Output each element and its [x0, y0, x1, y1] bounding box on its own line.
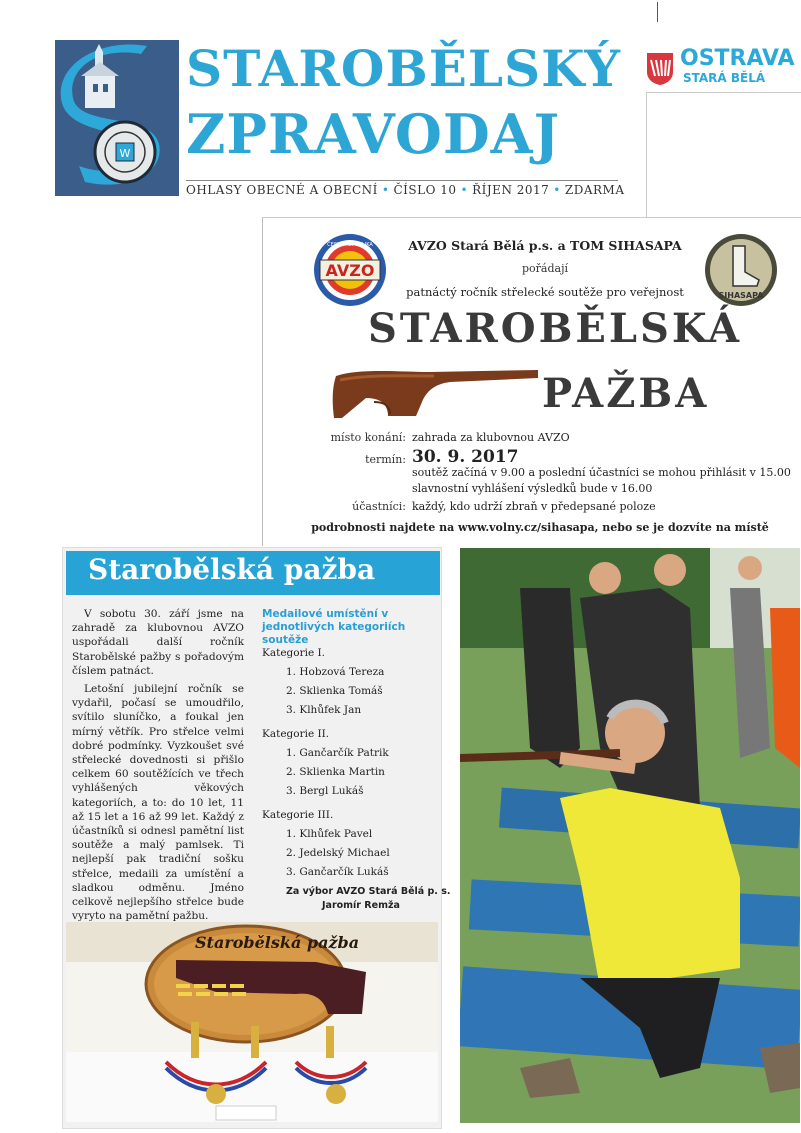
article-paragraph: V sobotu 30. září jsme na zahradě za klubovnou AVZO uspořádali další ročník Starobělské pažby s pořadovým číslem patnáct. [72, 608, 244, 677]
avzo-ring-text: ČESKÁ REPUBLIKA [327, 242, 373, 248]
poster-title-line1: STAROBĚLSKÁ [368, 305, 743, 352]
masthead-date: ŘÍJEN 2017 [472, 183, 550, 197]
results-heading: Medailové umístění v jednotlivých kategoriích soutěže [262, 608, 406, 646]
article-heading: Starobělská pažba [88, 553, 376, 586]
result-item: 1. Gančarčík Patrik [286, 747, 389, 759]
ostrava-shield-icon [646, 52, 674, 90]
poster-termin-line1: soutěž začíná v 9.00 a poslední účastníci se mohou přihlásit v 15.00 [412, 466, 791, 479]
result-item: 2. Sklienka Tomáš [286, 685, 383, 697]
poster-termin-label: termín: [365, 453, 406, 466]
masthead-issue: ČÍSLO 10 [393, 183, 457, 197]
avzo-logo [312, 232, 388, 312]
rifle-stock-image [330, 358, 540, 424]
result-item: 3. Gančarčík Lukáš [286, 866, 389, 878]
category-heading: Kategorie III. [262, 809, 334, 821]
pasted-blank-paper [646, 92, 801, 220]
poster-misto-label: místo konání: [330, 431, 406, 444]
poster-title-line2: PAŽBA [542, 370, 710, 417]
masthead-subline: OHLASY OBECNÉ A OBECNÍ • ČÍSLO 10 • ŘÍJEN 2017 • ZDARMA [186, 180, 618, 197]
result-item: 1. Hobzová Tereza [286, 666, 385, 678]
masthead-subtitle: OHLASY OBECNÉ A OBECNÍ [186, 183, 378, 197]
poster-footer: podrobnosti najdete na www.volny.cz/sihasapa, nebo se je dozvíte na místě [311, 521, 769, 534]
signature-name: Jaromír Remža [322, 900, 400, 911]
result-item: 3. Bergl Lukáš [286, 785, 364, 797]
result-item: 3. Klhůfek Jan [286, 704, 362, 716]
sihasapa-logo [703, 232, 779, 312]
trophy-label: Starobělská pažba [195, 933, 360, 952]
signature-organization: Za výbor AVZO Stará Bělá p. s. [286, 886, 451, 897]
category-heading: Kategorie I. [262, 647, 325, 659]
category-heading: Kategorie II. [262, 728, 330, 740]
poster-poradaji: pořádají [521, 262, 568, 275]
city-name: OSTRAVA [680, 46, 795, 71]
masthead-price: ZDARMA [564, 183, 625, 197]
poster-ucastnici-value: každý, kdo udrží zbraň v předepsané poloze [412, 500, 656, 513]
masthead-title-line1: STAROBĚLSKÝ [186, 39, 621, 98]
poster-termin-date: 30. 9. 2017 [412, 447, 519, 467]
trophy-photo [66, 922, 438, 1122]
district-name: STARÁ BĚLÁ [683, 71, 766, 85]
result-item: 1. Klhůfek Pavel [286, 828, 373, 840]
sihasapa-logo-text: SIHASAPA [718, 291, 764, 300]
masthead-title-line2: ZPRAVODAJ [186, 102, 561, 166]
scan-corner-mark [657, 2, 658, 22]
poster-termin-line2: slavnostní vyhlášení výsledků bude v 16.00 [412, 482, 653, 495]
article-paragraph: Letošní jubilejní ročník se vydařil, počasí se umoudřilo, svítilo sluníčko, a foukal jen mírný větřík. Pro střelce velmi dobré podmínky. Vyzkoušet své střelecké dovednosti si přišlo celkem 60 soutěžících ve třech vyhlášených věkových kategoriích, a to: do 10 let, 11 až 15 let a 16 až 99 let. Každý z účastníků si odnesl pamětní list soutěže a malý pamlsek. Ti nejlepší pak tradiční sošku střelce, medaili za umístění a sladkou odměnu. Jméno celkově nejlepšího střelce bude vyryto na pamětní pažbu. [72, 683, 244, 923]
shooting-photo [460, 548, 800, 1123]
poster-organizers: AVZO Stará Bělá p.s. a TOM SIHASAPA [408, 238, 682, 253]
avzo-logo-text: AVZO [325, 261, 375, 280]
poster-rocnik: patnáctý ročník střelecké soutěže pro veřejnost [406, 285, 684, 299]
result-item: 2. Sklienka Martin [286, 766, 385, 778]
result-item: 2. Jedelský Michael [286, 847, 390, 859]
poster-misto-value: zahrada za klubovnou AVZO [412, 431, 570, 444]
poster-ucastnici-label: účastníci: [352, 500, 406, 513]
masthead-logo [55, 40, 179, 196]
svg-text:W: W [119, 147, 131, 160]
